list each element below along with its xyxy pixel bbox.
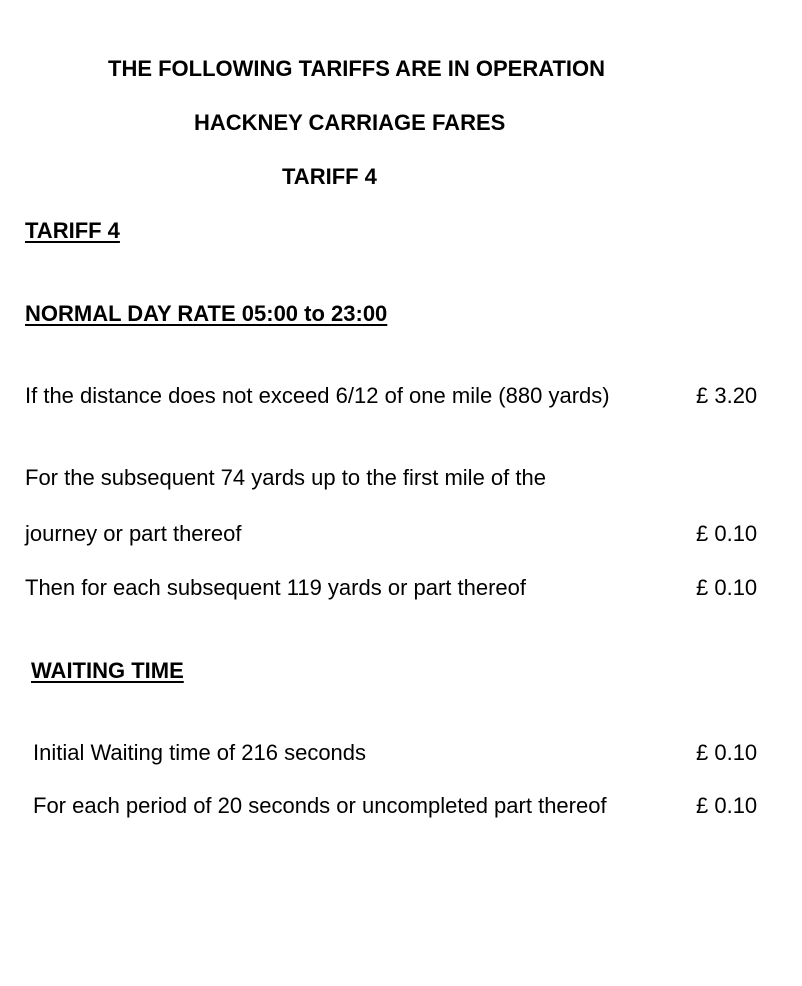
- fare-row-initial-waiting-label: Initial Waiting time of 216 seconds: [33, 740, 367, 765]
- section-heading-tariff-4: TARIFF 4: [25, 218, 120, 243]
- fare-row-each-subsequent-label: Then for each subsequent 119 yards or part thereof: [25, 575, 527, 600]
- document-subtitle: HACKNEY CARRIAGE FARES: [194, 110, 506, 135]
- fare-row-distance-initial-price: £ 3.20: [696, 383, 758, 408]
- document-tariff-number: TARIFF 4: [282, 164, 377, 189]
- fare-row-each-subsequent-price: £ 0.10: [696, 575, 758, 600]
- fare-row-waiting-period-price: £ 0.10: [696, 793, 758, 818]
- section-heading-waiting-time: WAITING TIME: [31, 658, 184, 683]
- fare-row-subsequent-yards-label-line2: journey or part thereof: [25, 521, 242, 546]
- fare-row-waiting-period-label: For each period of 20 seconds or uncompleted part thereof: [33, 793, 607, 818]
- fare-row-subsequent-yards-price: £ 0.10: [696, 521, 758, 546]
- fare-row-initial-waiting-price: £ 0.10: [696, 740, 758, 765]
- document-title: THE FOLLOWING TARIFFS ARE IN OPERATION: [108, 56, 606, 81]
- section-heading-normal-day-rate: NORMAL DAY RATE 05:00 to 23:00: [25, 301, 388, 326]
- fare-row-subsequent-yards-label-line1: For the subsequent 74 yards up to the first mile of the: [25, 465, 546, 490]
- fare-row-distance-initial-label: If the distance does not exceed 6/12 of one mile (880 yards): [25, 383, 610, 408]
